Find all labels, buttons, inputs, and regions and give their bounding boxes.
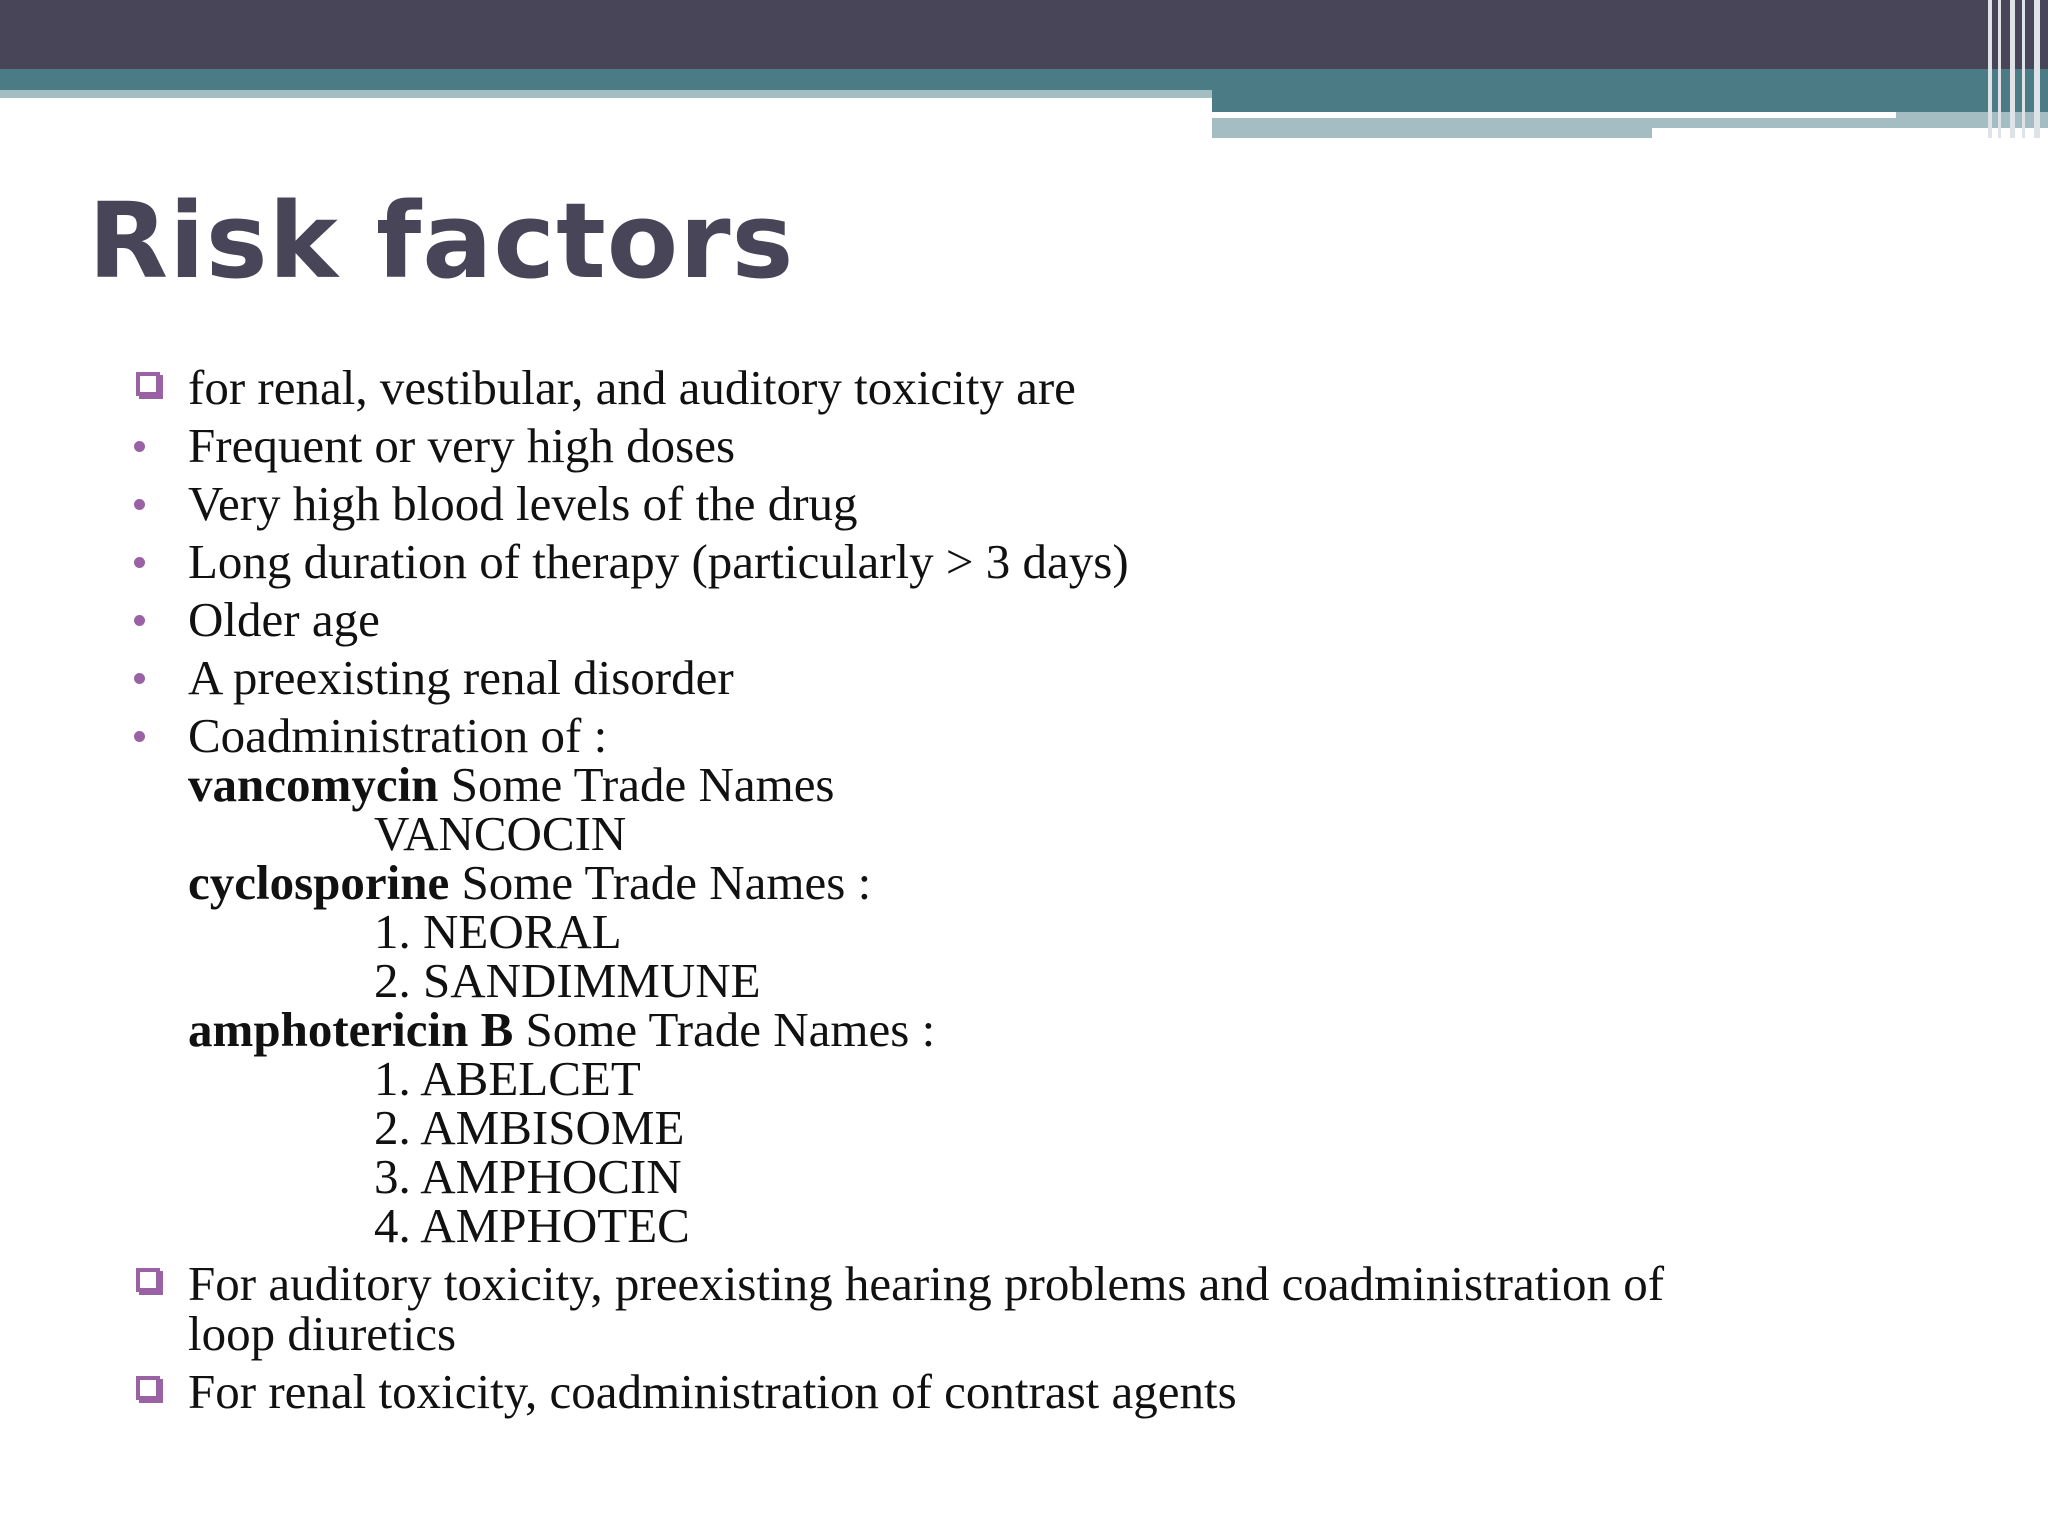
bullet-dot-icon <box>134 499 145 510</box>
bullet-item: Long duration of therapy (particularly > 3 days) <box>188 534 1129 589</box>
trade-name: 1. ABELCET <box>374 1051 641 1106</box>
drug-trade-label: Some Trade Names : <box>513 1002 936 1057</box>
trade-name: 1. NEORAL <box>374 904 622 959</box>
drug-amphotericin-b <box>188 1002 936 1057</box>
checkbox-square-icon <box>136 1268 160 1292</box>
intro-text: for renal, vestibular, and auditory toxicity are <box>188 360 1076 415</box>
renal-text: For renal toxicity, coadministration of contrast agents <box>188 1364 1237 1419</box>
drug-vancomycin <box>188 757 835 812</box>
trade-name: 4. AMPHOTEC <box>374 1198 690 1253</box>
bullet-dot-icon <box>134 731 145 742</box>
slide-title: Risk factors <box>88 180 795 302</box>
bullet-item: A preexisting renal disorder <box>188 650 734 705</box>
trade-name: VANCOCIN <box>374 806 627 861</box>
trade-name: 3. AMPHOCIN <box>374 1149 682 1204</box>
trade-name: 2. SANDIMMUNE <box>374 953 761 1008</box>
drug-name: amphotericin B <box>188 1002 514 1057</box>
drug-name: vancomycin <box>188 757 439 812</box>
checkbox-square-icon <box>136 1376 160 1400</box>
trade-name: 2. AMBISOME <box>374 1100 685 1155</box>
bullet-item: Older age <box>188 592 380 647</box>
bullet-item: Frequent or very high doses <box>188 418 736 473</box>
bullet-item: Coadministration of : <box>188 708 608 763</box>
checkbox-square-icon <box>136 372 160 396</box>
drug-cyclosporine <box>188 855 872 910</box>
bullet-dot-icon <box>134 615 145 626</box>
bullet-dot-icon <box>134 673 145 684</box>
auditory-text: For auditory toxicity, preexisting hearing problems and coadministration of <box>188 1256 1665 1311</box>
bullet-dot-icon <box>134 441 145 452</box>
bullet-item: Very high blood levels of the drug <box>188 476 858 531</box>
auditory-text-cont: loop diuretics <box>188 1306 457 1361</box>
drug-name: cyclosporine <box>188 855 450 910</box>
bullet-dot-icon <box>134 557 145 568</box>
drug-trade-label: Some Trade Names <box>438 757 835 812</box>
drug-trade-label: Some Trade Names : <box>449 855 872 910</box>
